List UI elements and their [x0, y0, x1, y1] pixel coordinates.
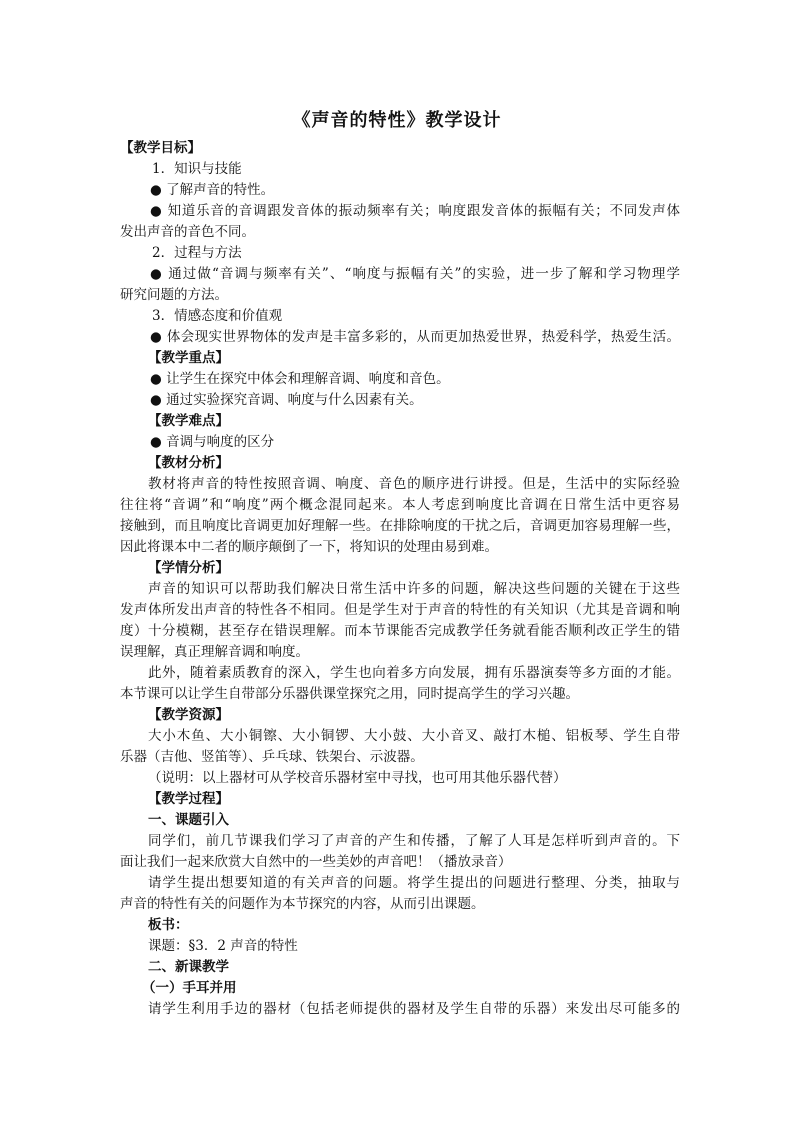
paragraph-line: 度）十分模糊，甚至存在错误理解。而本节课能否完成教学任务就看能否顺利改正学生的错 [120, 623, 680, 639]
subheading-attitude: 3．情感态度和价值观 [152, 308, 283, 324]
paragraph-line: 声音的知识可以帮助我们解决日常生活中许多的问题，解决这些问题的关键在于这些 [148, 581, 680, 597]
section-new-lesson: 二、新课教学 [148, 959, 229, 975]
bullet-line: ● 音调与响度的区分 [150, 434, 275, 450]
heading-teaching-objectives: 【教学目标】 [120, 140, 201, 156]
heading-teaching-process: 【教学过程】 [148, 791, 229, 807]
paragraph-line: 教材将声音的特性按照音调、响度、音色的顺序进行讲授。但是，生活中的实际经验 [148, 476, 680, 492]
paragraph-line: 因此将课本中二者的顺序颠倒了一下，将知识的处理由易到难。 [120, 539, 498, 555]
board-label: 板书： [148, 917, 189, 933]
paragraph-line: 面让我们一起来欣赏大自然中的一些美妙的声音吧！（播放录音） [120, 854, 512, 870]
subheading-knowledge: 1．知识与技能 [152, 161, 242, 177]
paragraph-line: 此外，随着素质教育的深入，学生也向着多方向发展，拥有乐器演奏等多方面的才能。 [148, 665, 680, 681]
bullet-line: ● 知道乐音的音调跟发音体的振动频率有关；响度跟发音体的振幅有关；不同发声体 [150, 203, 680, 219]
page-title: 《声音的特性》教学设计 [292, 110, 502, 131]
note-line: （说明：以上器材可从学校音乐器材室中寻找，也可用其他乐器代替） [148, 770, 567, 786]
paragraph-line: 往往将“音调”和“响度”两个概念混同起来。本人考虑到响度比音调在日常生活中更容易 [120, 497, 680, 513]
heading-student-analysis: 【学情分析】 [148, 560, 229, 576]
paragraph-line: 同学们，前几节课我们学习了声音的产生和传播，了解了人耳是怎样听到声音的。下 [148, 833, 680, 849]
heading-key-points: 【教学重点】 [148, 350, 229, 366]
bullet-line: ● 体会现实世界物体的发声是丰富多彩的，从而更加热爱世界，热爱科学，热爱生活。 [150, 329, 680, 345]
paragraph-line: 接触到，而且响度比音调更加好理解一些。在排除响度的干扰之后，音调更加容易理解一些， [120, 518, 680, 534]
bullet-line: ● 了解声音的特性。 [150, 182, 275, 198]
bullet-line: ● 让学生在探究中体会和理解音调、响度和音色。 [150, 371, 450, 387]
text-line: 研究问题的方法。 [120, 287, 228, 303]
heading-textbook-analysis: 【教材分析】 [148, 455, 229, 471]
subheading-process: 2．过程与方法 [152, 245, 242, 261]
bullet-line: ● 通过做“音调与频率有关”、“响度与振幅有关”的实验，进一步了解和学习物理学 [150, 266, 680, 282]
paragraph-line: 请学生提出想要知道的有关声音的问题。将学生提出的问题进行整理、分类，抽取与 [148, 875, 680, 891]
board-topic: 课题：§3．2 声音的特性 [148, 938, 298, 954]
heading-resources: 【教学资源】 [148, 707, 229, 723]
paragraph-line: 大小木鱼、大小铜镲、大小铜锣、大小鼓、大小音叉、敲打木槌、铝板琴、学生自带 [148, 728, 680, 744]
heading-difficulties: 【教学难点】 [148, 413, 229, 429]
paragraph-line: 发声体所发出声音的特性各不相同。但是学生对于声音的特性的有关知识（尤其是音调和响 [120, 602, 680, 618]
paragraph-line: 请学生利用手边的器材（包括老师提供的器材及学生自带的乐器）来发出尽可能多的 [148, 1001, 680, 1017]
paragraph-line: 误理解，真正理解音调和响度。 [120, 644, 309, 660]
section-intro: 一、课题引入 [148, 812, 229, 828]
paragraph-line: 声音的特性有关的问题作为本节探究的内容，从而引出课题。 [120, 896, 485, 912]
subsection-hands-ears: （一）手耳并用 [142, 980, 237, 996]
paragraph-line: 本节课可以让学生自带部分乐器供课堂探究之用，同时提高学生的学习兴趣。 [120, 686, 579, 702]
paragraph-line: 乐器（吉他、竖笛等）、乒乓球、铁架台、示波器。 [120, 749, 424, 765]
text-line: 发出声音的音色不同。 [120, 224, 255, 240]
bullet-line: ● 通过实验探究音调、响度与什么因素有关。 [150, 392, 423, 408]
